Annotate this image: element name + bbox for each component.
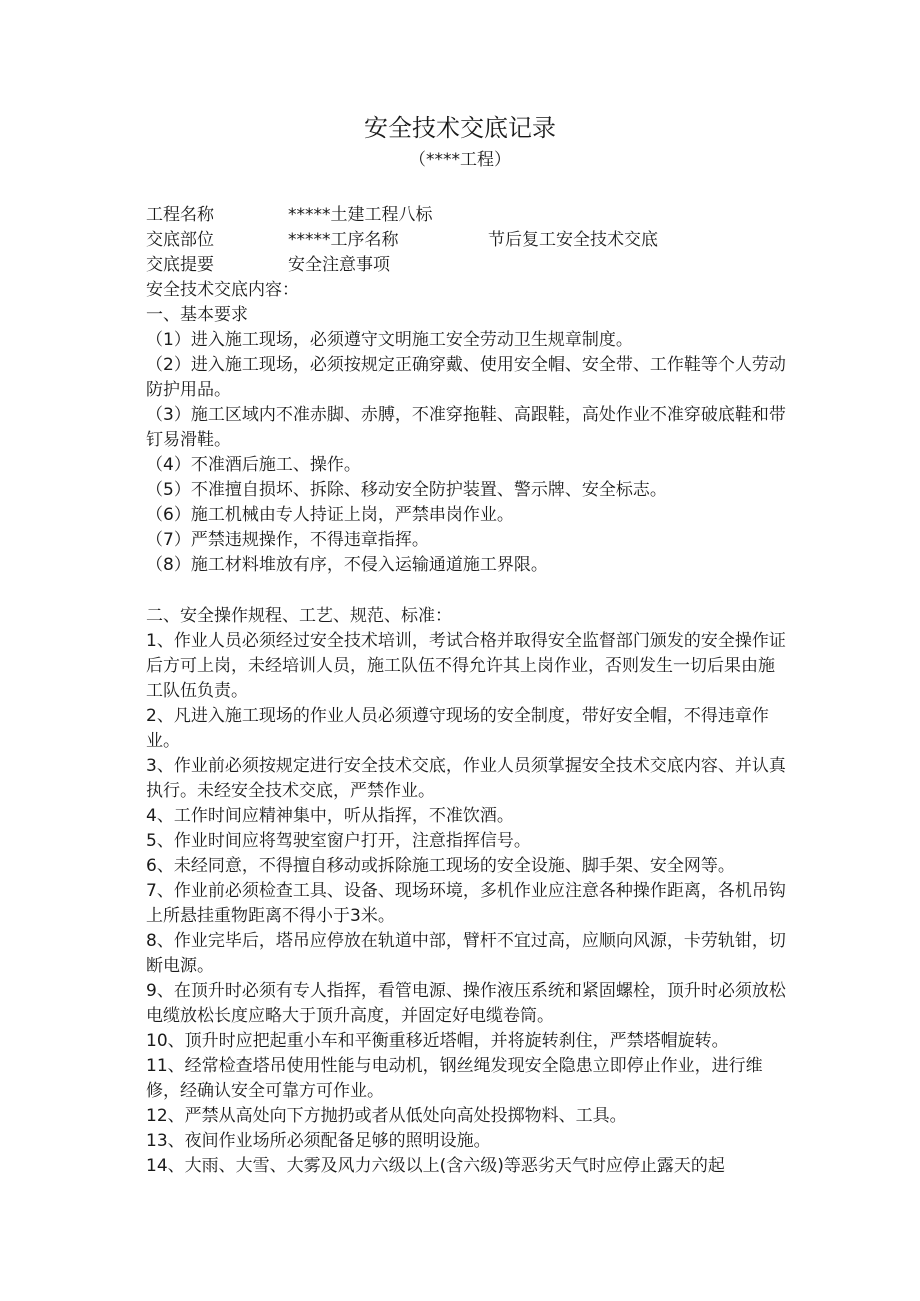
- section-heading: 二、安全操作规程、工艺、规范、标准：: [146, 606, 452, 626]
- list-item: 10、顶升时应把起重小车和平衡重移近塔帽，并将旋转刹住，严禁塔帽旋转。: [146, 1031, 729, 1051]
- info-label: 交底部位: [146, 230, 214, 250]
- list-item: （7）严禁违规操作，不得违章指挥。: [146, 530, 429, 550]
- list-item: 2、凡进入施工现场的作业人员必须遵守现场的安全制度，带好安全帽，不得违章作业。: [146, 706, 769, 751]
- list-item: （6）施工机械由专人持证上岗，严禁串岗作业。: [146, 505, 514, 525]
- list-item: 12、严禁从高处向下方抛扔或者从低处向高处投掷物料、工具。: [146, 1106, 627, 1126]
- info-value: *****土建工程八标: [288, 205, 433, 225]
- list-item: （4）不准酒后施工、操作。: [146, 455, 361, 475]
- document-subtitle: （****工程）: [409, 150, 511, 170]
- document-title: 安全技术交底记录: [364, 114, 556, 142]
- info-extra: 节后复工安全技术交底: [488, 230, 658, 250]
- info-label: 工程名称: [146, 205, 214, 225]
- section-heading: 一、基本要求: [146, 305, 248, 325]
- list-item: 14、大雨、大雪、大雾及风力六级以上(含六级)等恶劣天气时应停止露天的起: [146, 1156, 725, 1176]
- list-item: （2）进入施工现场，必须按规定正确穿戴、使用安全帽、安全带、工作鞋等个人劳动防护用品。: [146, 355, 786, 400]
- info-row-summary: [146, 253, 786, 278]
- list-item: 11、经常检查塔吊使用性能与电动机，钢丝绳发现安全隐患立即停止作业，进行维修，经确认安全可靠方可作业。: [146, 1056, 763, 1101]
- list-item: （1）进入施工现场，必须遵守文明施工安全劳动卫生规章制度。: [146, 330, 633, 350]
- list-item: 6、未经同意，不得擅自移动或拆除施工现场的安全设施、脚手架、安全网等。: [146, 856, 735, 876]
- list-item: 13、夜间作业场所必须配备足够的照明设施。: [146, 1131, 491, 1151]
- list-item: 1、作业人员必须经过安全技术培训，考试合格并取得安全监督部门颁发的安全操作证后方可上岗，未经培训人员，施工队伍不得允许其上岗作业，否则发生一切后果由施工队伍负责。: [146, 631, 786, 701]
- list-item: 5、作业时间应将驾驶室窗户打开，注意指挥信号。: [146, 831, 531, 851]
- list-item: （3）施工区域内不准赤脚、赤膊，不准穿拖鞋、高跟鞋，高处作业不准穿破底鞋和带钉易滑鞋。: [146, 405, 786, 450]
- info-row-location: [146, 228, 786, 253]
- content-heading: 安全技术交底内容：: [146, 280, 299, 300]
- list-item: （5）不准擅自损坏、拆除、移动安全防护装置、警示牌、安全标志。: [146, 480, 667, 500]
- info-value: 安全注意事项: [288, 255, 390, 275]
- spacer: [146, 578, 786, 604]
- list-item: （8）施工材料堆放有序，不侵入运输通道施工界限。: [146, 555, 548, 575]
- info-value: *****工序名称: [288, 230, 399, 250]
- list-item: 9、在顶升时必须有专人指挥，看管电源、操作液压系统和紧固螺栓，顶升时必须放松电缆放松长度应略大于顶升高度，并固定好电缆卷筒。: [146, 981, 786, 1026]
- document-body: [146, 203, 786, 1179]
- info-row-project: [146, 203, 786, 228]
- list-item: 7、作业前必须检查工具、设备、现场环境，多机作业应注意各种操作距离，各机吊钩上所悬挂重物距离不得小于3米。: [146, 881, 786, 926]
- list-item: 8、作业完毕后，塔吊应停放在轨道中部，臂杆不宜过高，应顺向风源，卡劳轨钳，切断电源。: [146, 931, 786, 976]
- info-label: 交底提要: [146, 255, 214, 275]
- list-item: 3、作业前必须按规定进行安全技术交底，作业人员须掌握安全技术交底内容、并认真执行。未经安全技术交底，严禁作业。: [146, 756, 786, 801]
- list-item: 4、工作时间应精神集中，听从指挥，不准饮酒。: [146, 806, 514, 826]
